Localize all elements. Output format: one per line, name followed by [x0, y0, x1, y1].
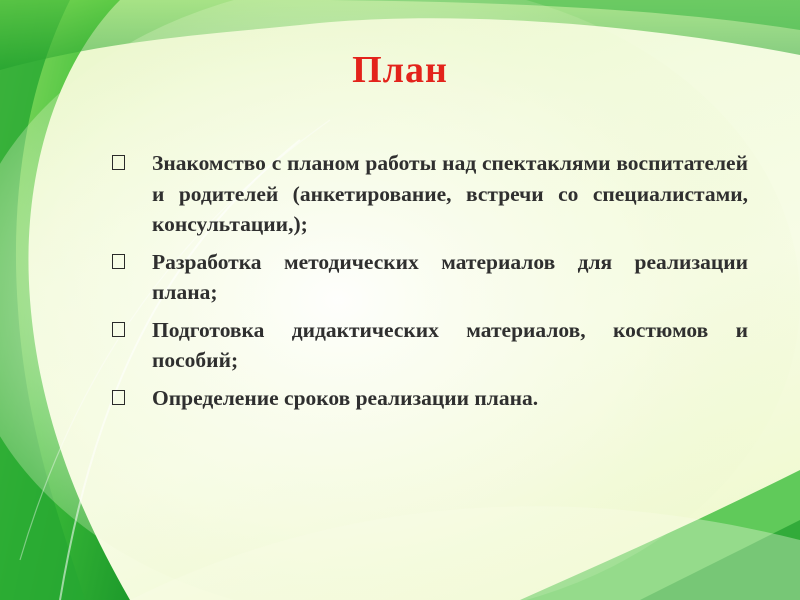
slide-title: План — [352, 49, 448, 91]
list-item-text: Знакомство с планом работы над спектаклями воспитателей и родителей (анкетирование, встречи со специалистами, консультации,); — [152, 151, 748, 236]
list-item — [112, 315, 748, 376]
square-bullet-icon — [112, 155, 125, 170]
list-item-text: Разработка методических материалов для реализации плана; — [152, 249, 748, 304]
square-bullet-icon — [112, 254, 125, 269]
list-item — [112, 383, 748, 414]
list-item — [112, 247, 748, 308]
bullet-list — [112, 148, 748, 420]
list-item — [112, 148, 748, 240]
square-bullet-icon — [112, 322, 125, 337]
square-bullet-icon — [112, 390, 125, 405]
list-item-text: Определение сроков реализации плана. — [152, 385, 539, 410]
list-item-text: Подготовка дидактических материалов, костюмов и пособий; — [152, 317, 748, 372]
